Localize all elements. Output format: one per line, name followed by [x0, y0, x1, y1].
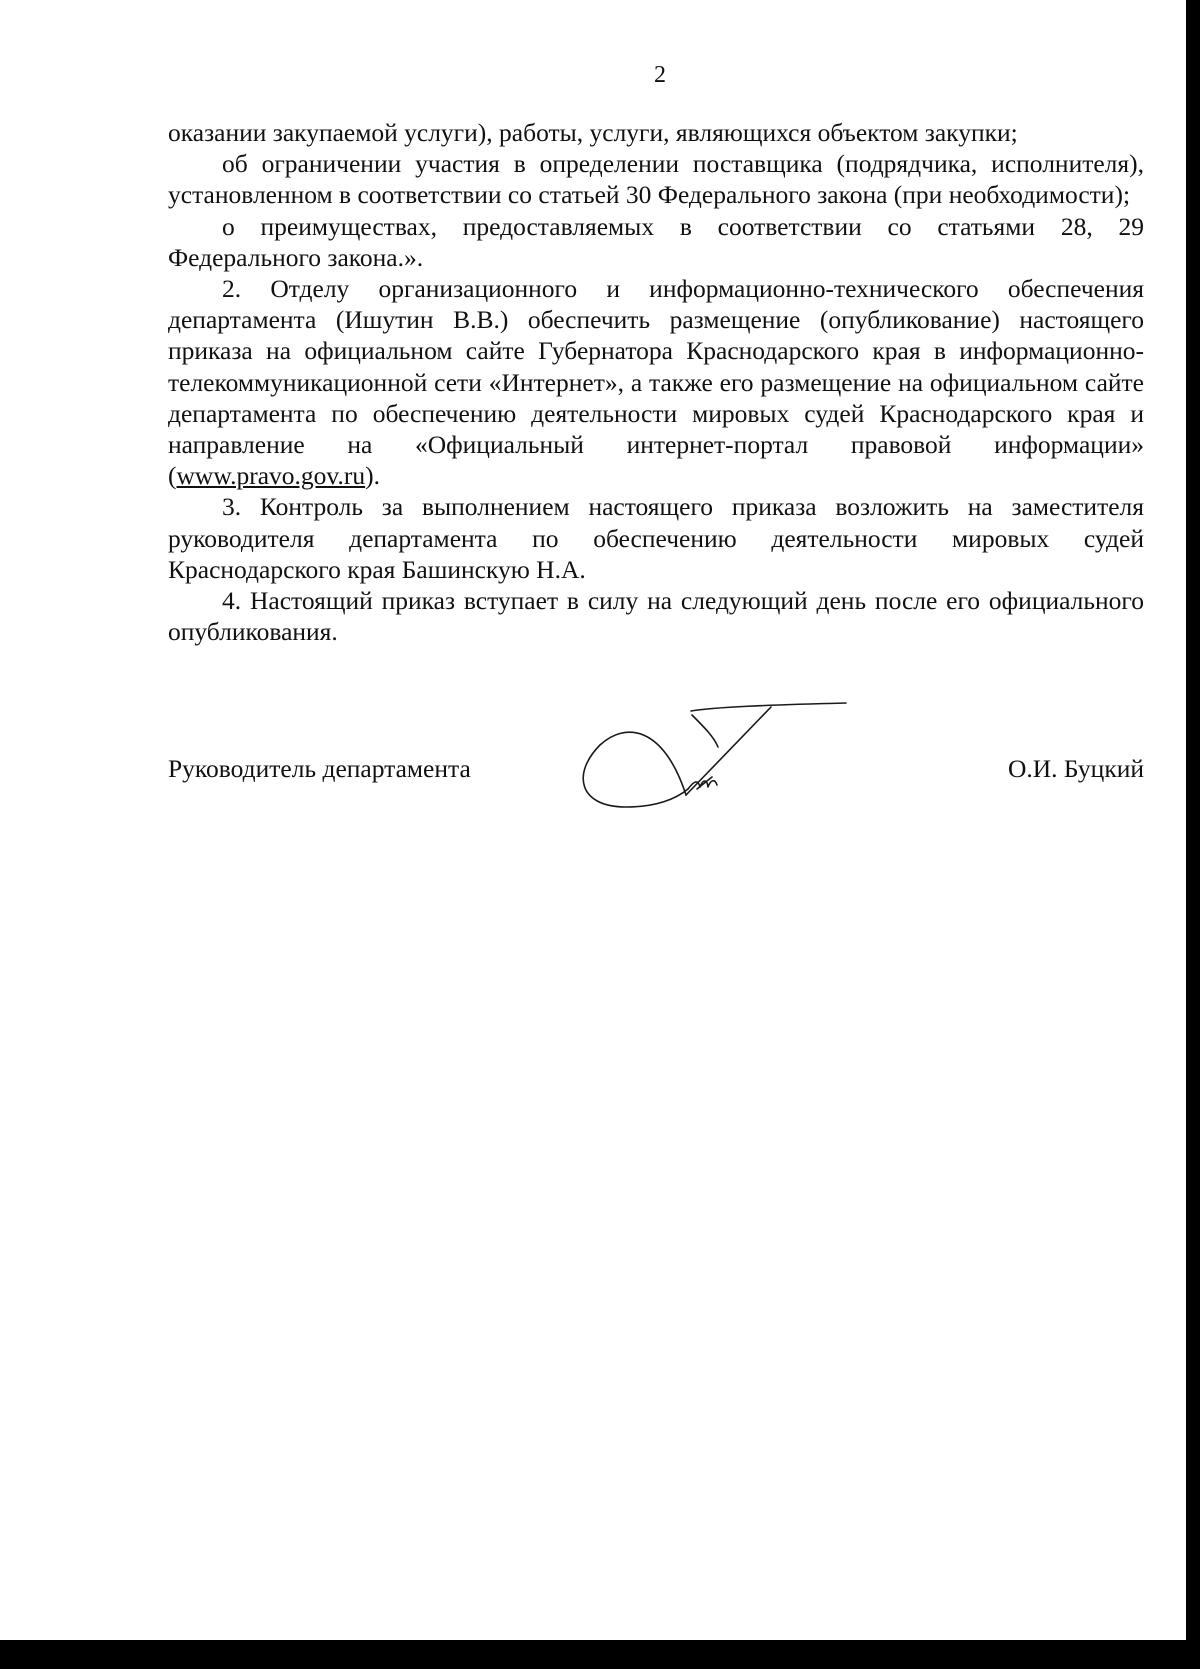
pravo-link[interactable]: www.pravo.gov.ru: [176, 461, 366, 491]
scan-border-bottom: [0, 1640, 1200, 1669]
page-number: 2: [654, 62, 666, 88]
paragraph-item-2: [168, 273, 1144, 491]
document-body: [168, 117, 1144, 647]
paragraph-item-2-text: 2. Отделу организационного и информационно-технического обеспечения департамента (Ишутин В.В.) обеспечить размещение (опубликование) настоящего приказа на официальном сайте Губернатора Краснодарского края в информационно-телекоммуникационной сети «Интернет», а также его размещение на официальном сайте департамента по обеспечению деятельности мировых судей Краснодарского края и направление на «Официальный интернет-портал правовой информации» (: [168, 274, 1144, 491]
handwritten-signature: [566, 683, 856, 813]
scan-border-right: [1186, 0, 1200, 1669]
paragraph-restriction: об ограничении участия в определении поставщика (подрядчика, исполнителя), установленном в соответствии со статьей 30 Федерального закона (при необходимости);: [168, 149, 1144, 210]
paragraph-item-4: 4. Настоящий приказ вступает в силу на следующий день после его официального опубликования.: [168, 586, 1144, 647]
paragraph-continuation: оказании закупаемой услуги), работы, услуги, являющихся объектом закупки;: [168, 118, 1018, 147]
signer-name: О.И. Буцкий: [1007, 754, 1144, 783]
signer-title: Руководитель департамента: [168, 754, 471, 783]
paragraph-advantages: о преимуществах, предоставляемых в соответствии со статьями 28, 29 Федерального закона.».: [168, 211, 1144, 272]
paragraph-item-2-suffix: ).: [365, 461, 380, 491]
paragraph-item-3: 3. Контроль за выполнением настоящего приказа возложить на заместителя руководителя департамента по обеспечению деятельности мировых судей Краснодарского края Башинскую Н.А.: [168, 492, 1144, 584]
